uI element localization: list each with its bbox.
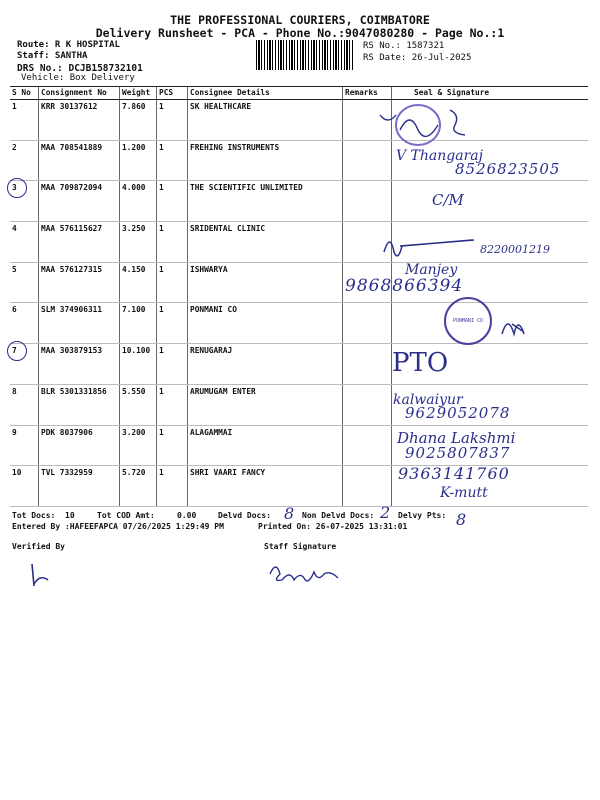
tot-docs-value: 10 bbox=[65, 511, 75, 520]
cell-consignee: PONMANI CO bbox=[188, 303, 343, 344]
cell-weight: 4.150 bbox=[120, 262, 157, 303]
entered-by: Entered By :HAFEEFAPCA 07/26/2025 1:29:49 PM bbox=[12, 522, 224, 531]
cell-sno: 1 bbox=[10, 100, 39, 141]
verified-by-label: Verified By bbox=[12, 542, 65, 551]
tot-cod-value: 0.00 bbox=[177, 511, 197, 520]
cell-consignment: TVL 7332959 bbox=[39, 466, 120, 507]
cell-consignee: ALAGAMMAI bbox=[188, 425, 343, 466]
cell-pcs: 1 bbox=[157, 384, 188, 425]
cell-weight: 10.100 bbox=[120, 344, 157, 385]
table-row bbox=[10, 181, 588, 222]
delvy-pts-label: Delvy Pts: bbox=[398, 511, 447, 520]
cell-consignment: MAA 576127315 bbox=[39, 262, 120, 303]
cell-remarks bbox=[343, 344, 392, 385]
cell-remarks bbox=[343, 425, 392, 466]
cell-consignment: MAA 576115627 bbox=[39, 222, 120, 263]
col-header-weight: Weight bbox=[120, 87, 157, 100]
row2-receiver-name: V Thangaraj bbox=[396, 148, 483, 164]
cell-consignment: MAA 709872094 bbox=[39, 181, 120, 222]
cell-weight: 4.000 bbox=[120, 181, 157, 222]
non-delvd-docs-label: Non Delvd Docs: bbox=[302, 511, 375, 520]
cell-consignee: ISHWARYA bbox=[188, 262, 343, 303]
cell-weight: 3.200 bbox=[120, 425, 157, 466]
cell-pcs: 1 bbox=[157, 466, 188, 507]
row8-receiver-phone: 9629052078 bbox=[405, 404, 511, 422]
verified-signature-scribble bbox=[26, 560, 56, 590]
row7-circle-mark bbox=[7, 341, 27, 361]
cell-sno: 10 bbox=[10, 466, 39, 507]
col-header-pcs: PCS bbox=[157, 87, 188, 100]
cell-consignee: ARUMUGAM ENTER bbox=[188, 384, 343, 425]
cell-sno: 8 bbox=[10, 384, 39, 425]
cell-remarks bbox=[343, 303, 392, 344]
cell-pcs: 1 bbox=[157, 303, 188, 344]
printed-on: Printed On: 26-07-2025 13:31:01 bbox=[258, 522, 408, 531]
cell-sno: 9 bbox=[10, 425, 39, 466]
staff-signature-scribble bbox=[266, 558, 346, 584]
cell-weight: 7.860 bbox=[120, 100, 157, 141]
row10-receiver-phone: 9363141760 bbox=[398, 464, 510, 483]
delvy-pts-value: 8 bbox=[456, 510, 467, 529]
row10-receiver-name: K-mutt bbox=[440, 485, 488, 501]
cell-sno: 6 bbox=[10, 303, 39, 344]
cell-consignment: MAA 708541889 bbox=[39, 140, 120, 181]
cell-pcs: 1 bbox=[157, 222, 188, 263]
cell-weight: 1.200 bbox=[120, 140, 157, 181]
rs-date: RS Date: 26-Jul-2025 bbox=[363, 53, 472, 63]
table-row bbox=[10, 222, 588, 263]
cell-remarks bbox=[343, 466, 392, 507]
row9-receiver-phone: 9025807837 bbox=[405, 444, 511, 462]
cell-consignee: SRIDENTAL CLINIC bbox=[188, 222, 343, 263]
cell-remarks bbox=[343, 181, 392, 222]
table-header-row bbox=[10, 87, 588, 100]
vehicle-label: Vehicle: Box Delivery bbox=[21, 73, 135, 83]
cell-seal bbox=[392, 181, 589, 222]
cell-sno: 4 bbox=[10, 222, 39, 263]
company-title: THE PROFESSIONAL COURIERS, COIMBATORE bbox=[170, 13, 430, 27]
route-label: Route: R K HOSPITAL bbox=[17, 40, 120, 50]
cell-consignee: SHRI VAARI FANCY bbox=[188, 466, 343, 507]
cell-pcs: 1 bbox=[157, 140, 188, 181]
cell-weight: 3.250 bbox=[120, 222, 157, 263]
cell-pcs: 1 bbox=[157, 425, 188, 466]
cell-sno: 5 bbox=[10, 262, 39, 303]
cell-sno: 7 bbox=[10, 344, 39, 385]
cell-remarks bbox=[343, 384, 392, 425]
table-row bbox=[10, 344, 588, 385]
staff-signature-label: Staff Signature bbox=[264, 542, 337, 551]
cell-consignment: KRR 30137612 bbox=[39, 100, 120, 141]
cell-consignee: FREHING INSTRUMENTS bbox=[188, 140, 343, 181]
barcode-image bbox=[256, 40, 354, 70]
cell-consignee: SK HEALTHCARE bbox=[188, 100, 343, 141]
col-header-seal: Seal & Signature bbox=[392, 87, 589, 100]
row6-signature-scribble bbox=[498, 312, 532, 338]
row3-receiver-mark: C/M bbox=[432, 191, 464, 209]
cell-pcs: 1 bbox=[157, 100, 188, 141]
tot-docs-label: Tot Docs: bbox=[12, 511, 56, 520]
row5-receiver-name: Manjey bbox=[405, 262, 458, 278]
staff-label: Staff: SANTHA bbox=[17, 51, 88, 61]
col-header-consignee: Consignee Details bbox=[188, 87, 343, 100]
cell-weight: 7.100 bbox=[120, 303, 157, 344]
cell-consignee: THE SCIENTIFIC UNLIMITED bbox=[188, 181, 343, 222]
cell-consignee: RENUGARAJ bbox=[188, 344, 343, 385]
row1-signature-scribble bbox=[370, 100, 500, 150]
cell-sno: 2 bbox=[10, 140, 39, 181]
cell-pcs: 1 bbox=[157, 262, 188, 303]
runsheet-subtitle: Delivery Runsheet - PCA - Phone No.:9047080280 - Page No.:1 bbox=[95, 26, 505, 40]
table-row bbox=[10, 262, 588, 303]
row2-receiver-phone: 8526823505 bbox=[455, 160, 561, 178]
cell-sno: 3 bbox=[10, 181, 39, 222]
cell-weight: 5.720 bbox=[120, 466, 157, 507]
rs-number: RS No.: 1587321 bbox=[363, 41, 445, 51]
row7-pto-mark: PTO bbox=[392, 348, 449, 378]
row4-signature-scribble bbox=[380, 232, 480, 258]
ponmani-stamp: PONMANI CO bbox=[444, 297, 492, 345]
row3-circle-mark bbox=[7, 178, 27, 198]
cell-pcs: 1 bbox=[157, 181, 188, 222]
cell-pcs: 1 bbox=[157, 344, 188, 385]
row4-receiver-phone: 8220001219 bbox=[480, 243, 550, 256]
col-header-remarks: Remarks bbox=[343, 87, 392, 100]
cell-consignment: PDK 8037906 bbox=[39, 425, 120, 466]
cell-consignment: BLR 5301331856 bbox=[39, 384, 120, 425]
tot-cod-label: Tot COD Amt: bbox=[97, 511, 155, 520]
cell-consignment: MAA 303879153 bbox=[39, 344, 120, 385]
col-header-consignment: Consignment No bbox=[39, 87, 120, 100]
delvd-docs-label: Delvd Docs: bbox=[218, 511, 271, 520]
cell-weight: 5.550 bbox=[120, 384, 157, 425]
row5-receiver-phone: 9868866394 bbox=[345, 276, 464, 296]
col-header-sno: S No bbox=[10, 87, 39, 100]
delvd-docs-value: 8 bbox=[284, 504, 295, 523]
row9-receiver-name: Dhana Lakshmi bbox=[397, 429, 516, 447]
cell-consignment: SLM 374906311 bbox=[39, 303, 120, 344]
table-row bbox=[10, 100, 588, 141]
non-delvd-docs-value: 2 bbox=[380, 503, 391, 522]
drs-number: DRS No.: DCJB158732101 bbox=[17, 63, 143, 74]
row8-receiver-name: kalwaiyur bbox=[393, 392, 463, 408]
